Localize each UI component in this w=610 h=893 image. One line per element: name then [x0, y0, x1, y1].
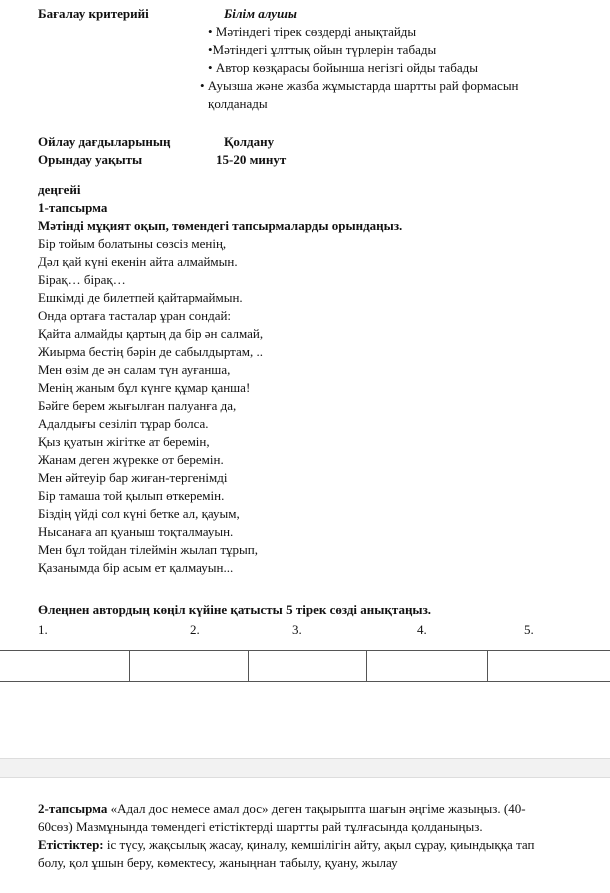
poem-line: Онда ортаға тасталар ұран сондай: — [38, 308, 232, 323]
poem-line: Бір тамаша той қылып өткеремін. — [38, 488, 225, 503]
level-label: деңгейі — [38, 182, 81, 197]
table-divider — [487, 650, 488, 682]
poem-line: Ешкімді де билетпей қайтармаймын. — [38, 290, 243, 305]
task1-question: Өлеңнен автордың көңіл күйіне қатысты 5 тірек сөзді анықтаңыз. — [38, 602, 432, 617]
poem-line: Мен әйтеуір бар жиған-тергенімді — [38, 470, 228, 485]
verbs-list: болу, қол ұшын беру, көмектесу, жаныңнан табылу, қуану, жылау — [38, 855, 398, 870]
table-divider — [366, 650, 367, 682]
task2-line1 — [38, 801, 526, 817]
criteria-item: қолданады — [208, 96, 268, 111]
criteria-item: • Ауызша және жазба жұмыстарда шартты рай формасын — [200, 78, 519, 93]
poem-line: Бәйге берем жығылған палуанға да, — [38, 398, 237, 413]
table-divider — [248, 650, 249, 682]
poem-line: Бірақ… бірақ… — [38, 272, 126, 287]
criteria-item: • Мәтіндегі тірек сөздерді анықтайды — [208, 24, 417, 39]
criteria-item: • Автор көзқарасы бойынша негізгі ойды табады — [208, 60, 479, 75]
poem-line: Адалдығы сезіліп тұрар болса. — [38, 416, 209, 431]
task2-text: «Адал дос немесе амал дос» деген тақырыпта шағын әңгіме жазыңыз. (40- — [107, 801, 526, 816]
poem-line: Мен өзім де ән салам түн ауғанша, — [38, 362, 231, 377]
poem-line: Нысанаға ап қуаныш тоқталмауын. — [38, 524, 234, 539]
poem-line: Қайта алмайды қартың да бір ән салмай, — [38, 326, 264, 341]
task2-text: 60сөз) Мазмұнында төмендегі етістіктерді шартты рай тұлғасында қолданыңыз. — [38, 819, 483, 834]
poem-line: Менің жаным бұл күнге құмар қанша! — [38, 380, 251, 395]
thinking-value: Қолдану — [224, 134, 275, 149]
verbs-list: іс түсу, жақсылық жасау, қиналу, кемшілігін айту, ақыл сұрау, қиындыққа тап — [103, 837, 535, 852]
page-break — [0, 758, 610, 778]
answer-number: 4. — [417, 622, 427, 637]
task1-title: 1-тапсырма — [38, 200, 108, 215]
answer-number: 1. — [38, 622, 48, 637]
criteria-label: Бағалау критерийі — [38, 6, 149, 21]
answer-number: 2. — [190, 622, 200, 637]
time-value: 15-20 минут — [216, 152, 287, 167]
thinking-label: Ойлау дағдыларының — [38, 134, 171, 149]
criteria-item: •Мәтіндегі ұлттық ойын түрлерін табады — [208, 42, 437, 57]
poem-line: Бір тойым болатыны сөзсіз менің, — [38, 236, 227, 251]
verbs-label: Етістіктер: — [38, 837, 104, 852]
table-bottom-border — [0, 681, 610, 682]
learner-label: Білім алушы — [224, 6, 297, 21]
table-divider — [129, 650, 130, 682]
poem-line: Біздің үйді сол күні бетке ал, қауым, — [38, 506, 240, 521]
time-label: Орындау уақыты — [38, 152, 143, 167]
table-top-border — [0, 650, 610, 651]
task2-title: 2-тапсырма — [38, 801, 108, 816]
poem-line: Дәл қай күні екенін айта алмаймын. — [38, 254, 238, 269]
poem-line: Қыз қуатын жігітке ат беремін, — [38, 434, 210, 449]
answer-number: 5. — [524, 622, 534, 637]
poem-line: Жиырма бестің бәрін де сабылдыртам, .. — [38, 344, 263, 359]
poem-line: Жанам деген жүрекке от беремін. — [38, 452, 224, 467]
task2-verbs-line1 — [38, 837, 534, 853]
poem-line: Қазанымда бір асым ет қалмауын... — [38, 560, 234, 575]
answer-number: 3. — [292, 622, 302, 637]
task1-instruction: Мәтінді мұқият оқып, төмендегі тапсырмаларды орындаңыз. — [38, 218, 403, 233]
poem-line: Мен бұл тойдан тілеймін жылап тұрып, — [38, 542, 258, 557]
